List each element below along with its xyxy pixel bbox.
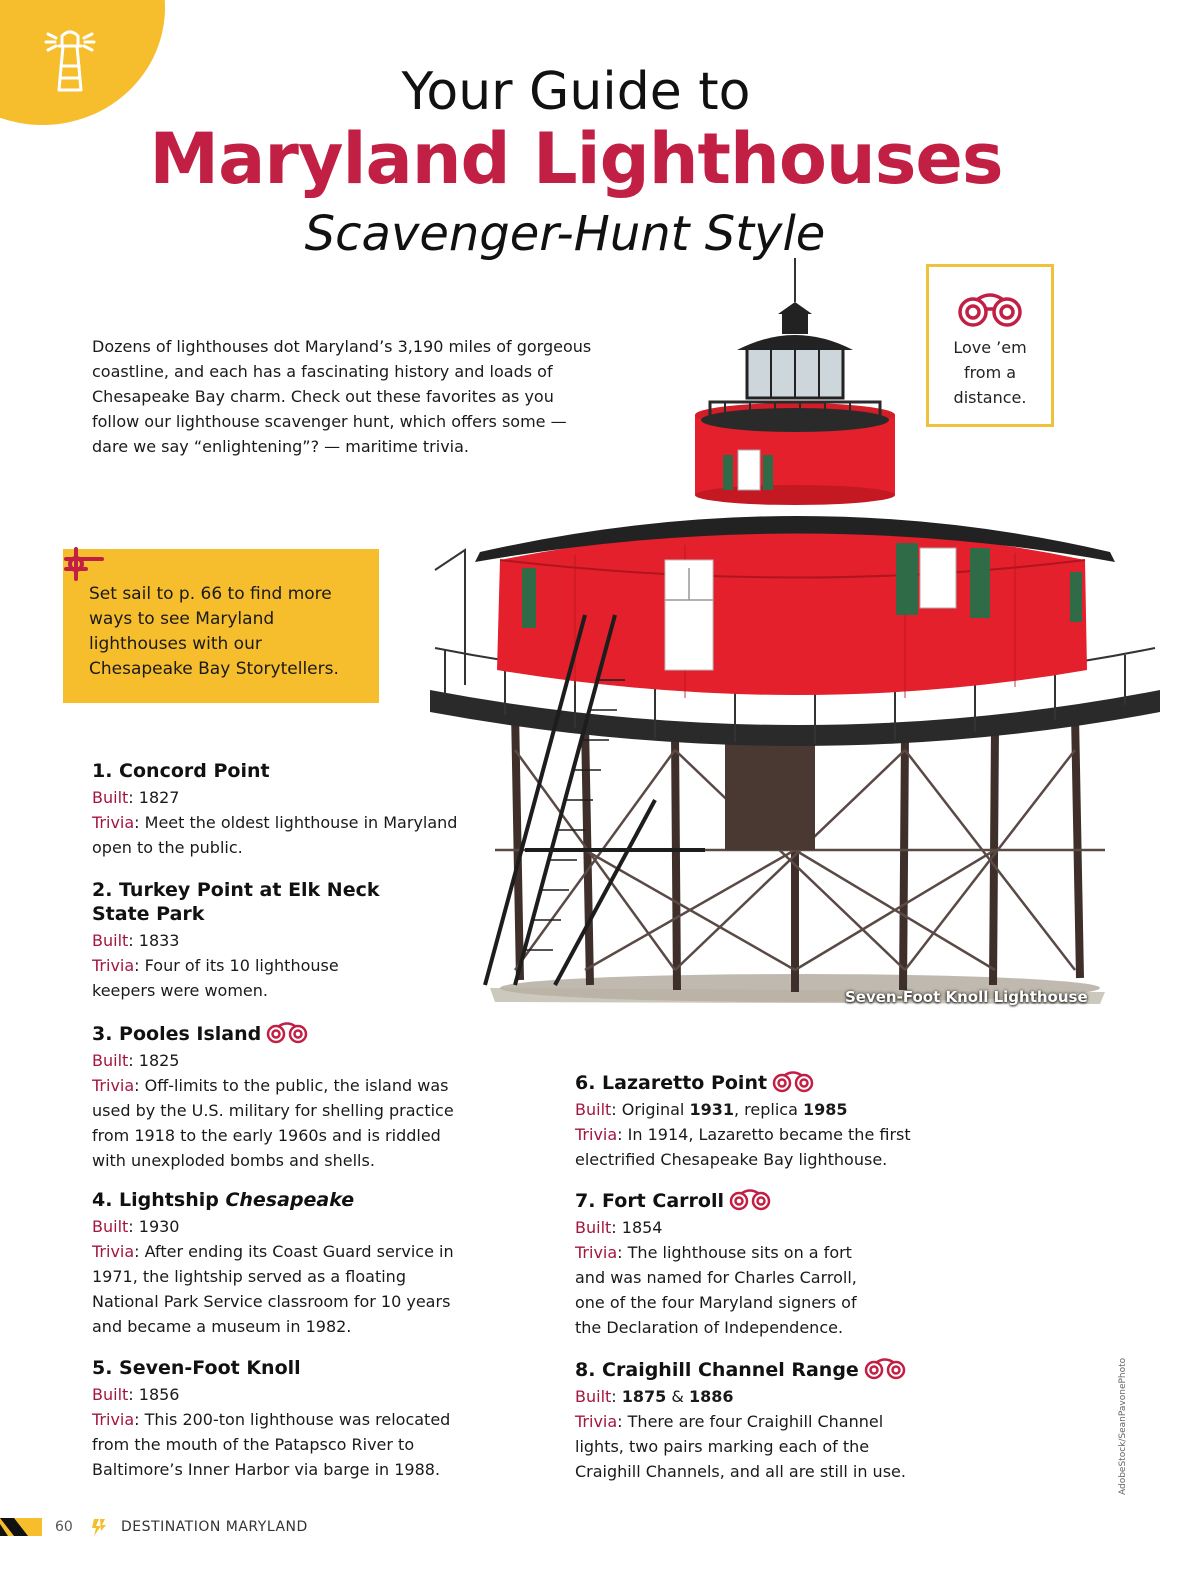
entry-built: Built: 1854 [575, 1218, 663, 1237]
entry-title-row [575, 1187, 875, 1213]
built-label: Built [92, 1051, 129, 1070]
entry-trivia: Trivia: There are four Craighill Channel lights, two pairs marking each of the Craighill Channels, and all are still in use. [575, 1412, 906, 1481]
entry-title-row [575, 1069, 935, 1095]
page-number: 60 [55, 1519, 73, 1535]
entry-trivia: Trivia: Meet the oldest lighthouse in Maryland open to the public. [92, 813, 458, 857]
promo-text: Set sail to p. 66 to find more ways to see Maryland lighthouses with our Chesapeake Bay Storytellers. [89, 584, 339, 679]
binoculars-icon [956, 289, 1024, 329]
page-subtitle: Scavenger-Hunt Style [304, 206, 826, 262]
callout-text: Love ’em from a distance. [953, 338, 1027, 407]
binoculars-icon [863, 1356, 907, 1380]
built-year-original: 1931 [689, 1100, 734, 1119]
trivia-label: Trivia [575, 1243, 618, 1262]
built-year: 1825 [138, 1051, 180, 1070]
entry-title-row [575, 1356, 935, 1382]
built-year: 1854 [621, 1218, 663, 1237]
trivia-label: Trivia [92, 1242, 135, 1261]
list-item [92, 878, 392, 1003]
lighthouse-photo [425, 250, 1170, 1030]
entry-trivia: Trivia: The lighthouse sits on a fort and was named for Charles Carroll, one of the four Maryland signers of the Declaration of Independence. [575, 1243, 857, 1337]
built-label: Built [92, 1217, 129, 1236]
page-title: Maryland Lighthouses [149, 118, 1003, 200]
built-year: 1930 [138, 1217, 180, 1236]
page-footer [0, 1512, 400, 1542]
publication-name: DESTINATION MARYLAND [121, 1519, 308, 1535]
entry-title-italic: Chesapeake [225, 1189, 355, 1211]
trivia-text: After ending its Coast Guard service in 1971, the lightship served as a floating National Park Service classroom for 10 years and became a museum in 1982. [92, 1242, 454, 1336]
entry-trivia: Trivia: Four of its 10 lighthouse keepers were women. [92, 956, 339, 1000]
entry-built: Built: 1875 & 1886 [575, 1387, 734, 1406]
entry-built: Built: 1827 [92, 788, 180, 807]
photo-caption: Seven-Foot Knoll Lighthouse [845, 988, 1088, 1006]
entry-title: 3. Pooles Island [92, 1023, 262, 1045]
entry-title: 1. Concord Point [92, 760, 270, 782]
built-label: Built [92, 1385, 129, 1404]
built-prefix: Original [621, 1100, 690, 1119]
entry-built: Built: Original 1931, replica 1985 [575, 1100, 848, 1119]
binoculars-icon [728, 1187, 772, 1211]
entry-title: 2. Turkey Point at Elk Neck State Park [92, 879, 380, 925]
binoculars-icon [265, 1020, 309, 1044]
photo-credit: AdobeStock/SeanPavonePhoto [1118, 1357, 1128, 1495]
entry-built: Built: 1930 [92, 1217, 180, 1236]
trivia-text: There are four Craighill Channel lights, two pairs marking each of the Craighill Channels, and all are still in use. [575, 1412, 906, 1481]
entry-built: Built: 1856 [92, 1385, 180, 1404]
built-label: Built [575, 1100, 612, 1119]
entry-built: Built: 1825 [92, 1051, 180, 1070]
entry-title-row [92, 1188, 462, 1212]
binoculars-icon [771, 1069, 815, 1093]
entry-title: 8. Craighill Channel Range [575, 1359, 859, 1381]
trivia-text: Meet the oldest lighthouse in Maryland open to the public. [92, 813, 458, 857]
entry-trivia: Trivia: This 200-ton lighthouse was relocated from the mouth of the Patapsco River to Baltimore’s Inner Harbor via barge in 1988. [92, 1410, 451, 1479]
trivia-label: Trivia [575, 1125, 618, 1144]
trivia-label: Trivia [575, 1412, 618, 1431]
entry-built: Built: 1833 [92, 931, 180, 950]
maryland-flag-icon [0, 1518, 42, 1536]
entry-title: 5. Seven-Foot Knoll [92, 1357, 301, 1379]
trivia-label: Trivia [92, 813, 135, 832]
built-label: Built [92, 931, 129, 950]
built-year-first: 1875 [621, 1387, 667, 1406]
built-label: Built [92, 788, 129, 807]
trivia-label: Trivia [92, 1410, 135, 1429]
entry-trivia: Trivia: Off-limits to the public, the island was used by the U.S. military for shelling practice from 1918 to the early 1960s and is riddled with unexploded bombs and shells. [92, 1076, 454, 1170]
list-item [92, 1020, 472, 1173]
entry-title: 4. Lightship [92, 1189, 226, 1211]
built-year: 1827 [138, 788, 180, 807]
trivia-label: Trivia [92, 956, 135, 975]
built-year-replica: 1985 [802, 1100, 848, 1119]
entry-trivia: Trivia: After ending its Coast Guard service in 1971, the lightship served as a floating National Park Service classroom for 10 years and became a museum in 1982. [92, 1242, 454, 1336]
trivia-label: Trivia [92, 1076, 135, 1095]
trivia-text: Four of its 10 lighthouse keepers were women. [92, 956, 339, 1000]
intro-paragraph: Dozens of lighthouses dot Maryland’s 3,190 miles of gorgeous coastline, and each has a fascinating history and loads of Chesapeake Bay charm. Check out these favorites as you follow our lighthouse scavenger hunt, which offers some — dare we say “enlightening”? — maritime trivia. [92, 337, 592, 456]
ship-wheel-icon [62, 545, 106, 581]
entry-title: 7. Fort Carroll [575, 1190, 724, 1212]
list-item [92, 759, 472, 860]
page-title-line1: Your Guide to [401, 62, 751, 122]
built-label: Built [575, 1218, 612, 1237]
built-year-second: 1886 [688, 1387, 734, 1406]
built-year: 1833 [138, 931, 180, 950]
entry-title: 6. Lazaretto Point [575, 1072, 768, 1094]
built-separator: , replica [734, 1100, 803, 1119]
list-item [92, 1356, 472, 1482]
list-item [575, 1356, 935, 1484]
built-separator: & [666, 1387, 689, 1406]
built-label: Built [575, 1387, 612, 1406]
trivia-text: The lighthouse sits on a fort and was named for Charles Carroll, one of the four Maryland signers of the Declaration of Independence. [575, 1243, 857, 1337]
built-year: 1856 [138, 1385, 180, 1404]
callout-box [926, 264, 1054, 427]
list-item [92, 1188, 462, 1339]
lightning-icon [90, 1517, 108, 1537]
entry-title-row [92, 1020, 472, 1046]
trivia-text: In 1914, Lazaretto became the first electrified Chesapeake Bay lighthouse. [575, 1125, 911, 1169]
trivia-text: This 200-ton lighthouse was relocated from the mouth of the Patapsco River to Baltimore’s Inner Harbor via barge in 1988. [92, 1410, 451, 1479]
list-item [575, 1187, 875, 1340]
list-item [575, 1069, 935, 1172]
trivia-text: Off-limits to the public, the island was used by the U.S. military for shelling practice from 1918 to the early 1960s and is riddled with unexploded bombs and shells. [92, 1076, 454, 1170]
entry-trivia: Trivia: In 1914, Lazaretto became the first electrified Chesapeake Bay lighthouse. [575, 1125, 911, 1169]
